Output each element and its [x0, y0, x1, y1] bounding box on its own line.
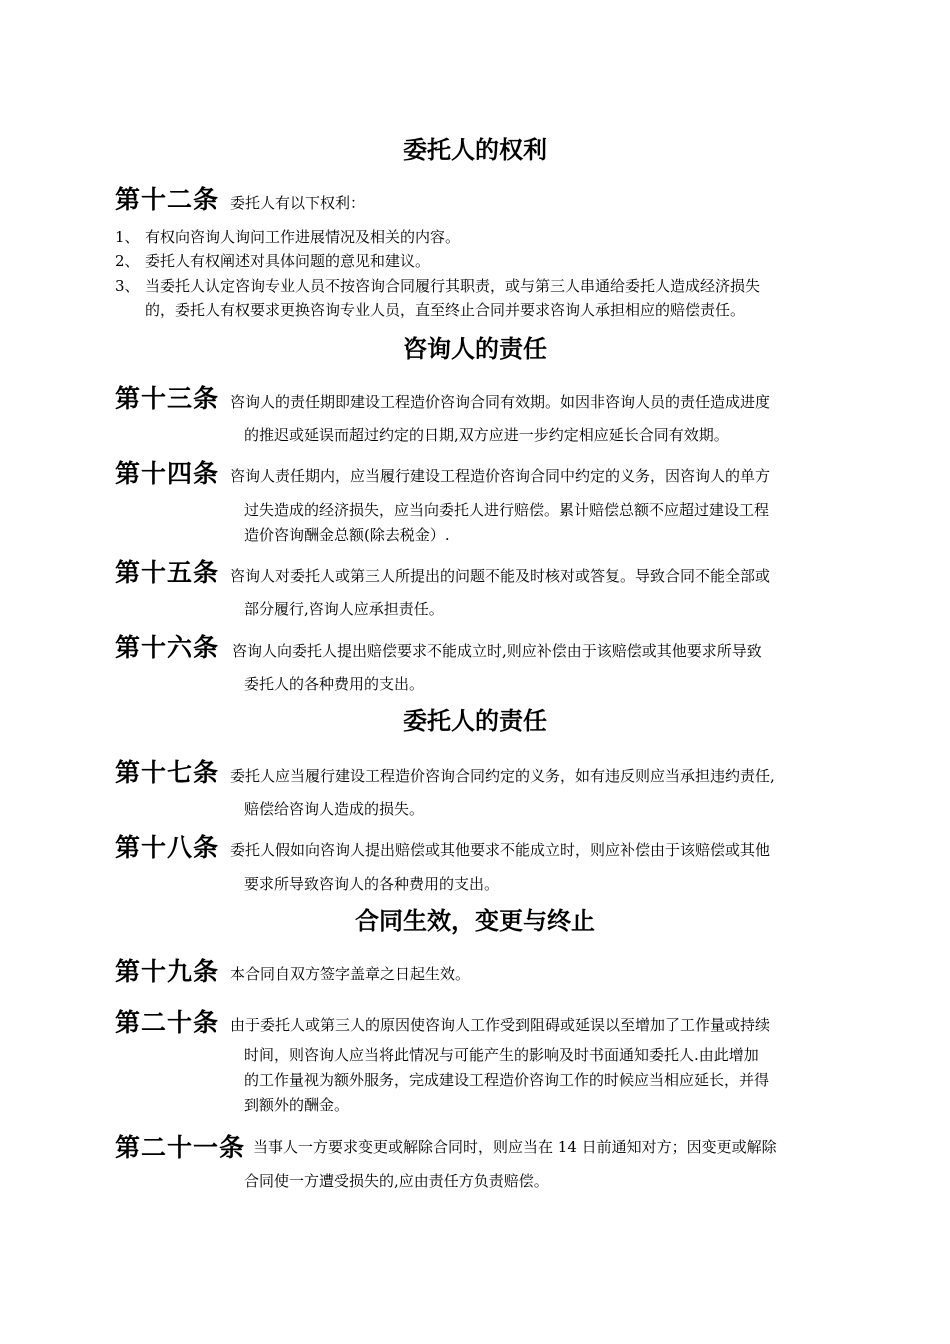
article-15 — [115, 557, 845, 621]
section-heading: 委托人的责任 — [403, 707, 547, 735]
article-line: 时间，则咨询人应当将此情况与可能产生的影响及时书面通知委托人.由此增加 — [244, 1046, 759, 1064]
article-line: 由于委托人或第三人的原因使咨询人工作受到阻碍或延误以至增加了工作量或持续 — [230, 1016, 771, 1034]
article-line: 要求所导致咨询人的各种费用的支出。 — [244, 875, 500, 893]
article-number: 第十五条 — [115, 558, 220, 587]
list-item — [115, 276, 760, 296]
article-line: 过失造成的经济损失，应当向委托人进行赔偿。累计赔偿总额不应超过建设工程 — [244, 501, 770, 519]
article-18 — [115, 832, 845, 896]
article-line: 合同使一方遭受损失的,应由责任方负责赔偿。 — [244, 1172, 549, 1190]
list-number: 1、 — [115, 228, 140, 246]
article-line: 的推迟或延误而超过约定的日期,双方应进一步约定相应延长合同有效期。 — [244, 426, 729, 444]
article-line: 咨询人责任期内，应当履行建设工程造价咨询合同中约定的义务，因咨询人的单方 — [230, 467, 771, 485]
article-line: 当事人一方要求变更或解除合同时，则应当在 14 日前通知对方；因变更或解除 — [253, 1138, 777, 1156]
section-heading: 合同生效，变更与终止 — [355, 907, 595, 935]
list-item — [115, 227, 460, 247]
article-number: 第十三条 — [115, 384, 220, 413]
article-20 — [115, 1007, 845, 1119]
article-line: 咨询人向委托人提出赔偿要求不能成立时,则应补偿由于该赔偿或其他要求所导致 — [232, 642, 762, 660]
article-12 — [115, 184, 845, 218]
section-heading: 咨询人的责任 — [403, 335, 547, 363]
list-text: 委托人有权阐述对具体问题的意见和建议。 — [145, 252, 431, 270]
section-heading: 委托人的权利 — [403, 136, 547, 164]
list-number: 3、 — [115, 277, 140, 295]
article-number: 第二十一条 — [115, 1133, 246, 1162]
article-line: 委托人假如向咨询人提出赔偿或其他要求不能成立时，则应补偿由于该赔偿或其他 — [230, 841, 771, 859]
article-line: 到额外的酬金。 — [244, 1096, 350, 1114]
article-line: 赔偿给咨询人造成的损失。 — [244, 800, 425, 818]
article-line: 的工作量视为额外服务，完成建设工程造价咨询工作的时候应当相应延长，并得 — [244, 1071, 770, 1089]
article-line: 咨询人的责任期即建设工程造价咨询合同有效期。如因非咨询人员的责任造成进度 — [230, 393, 771, 411]
article-number: 第十二条 — [115, 185, 220, 214]
article-16 — [115, 632, 845, 696]
article-line: 造价咨询酬金总额(除去税金）. — [244, 526, 450, 544]
list-item-continuation: 的，委托人有权要求更换咨询专业人员，直至终止合同并要求咨询人承担相应的赔偿责任。 — [145, 301, 746, 319]
list-number: 2、 — [115, 252, 140, 270]
article-line: 咨询人对委托人或第三人所提出的问题不能及时核对或答复。导致合同不能全部或 — [230, 567, 771, 585]
list-item — [115, 251, 430, 271]
article-line: 本合同自双方签字盖章之日起生效。 — [230, 965, 471, 983]
article-text: 委托人有以下权利： — [230, 194, 366, 212]
article-13 — [115, 383, 845, 447]
article-number: 第十六条 — [115, 633, 220, 662]
article-17 — [115, 757, 845, 821]
article-number: 第十八条 — [115, 833, 220, 862]
article-line: 委托人的各种费用的支出。 — [244, 675, 425, 693]
article-14 — [115, 458, 845, 550]
article-number: 第十九条 — [115, 957, 220, 986]
article-line: 委托人应当履行建设工程造价咨询合同约定的义务，如有违反则应当承担违约责任, — [230, 767, 775, 785]
article-19 — [115, 956, 845, 990]
article-number: 第二十条 — [115, 1008, 220, 1037]
list-text: 有权向咨询人询问工作进展情况及相关的内容。 — [145, 228, 461, 246]
article-line: 部分履行,咨询人应承担责任。 — [244, 600, 444, 618]
article-number: 第十四条 — [115, 459, 220, 488]
article-21 — [115, 1132, 845, 1196]
list-text: 当委托人认定咨询专业人员不按咨询合同履行其职责，或与第三人串通给委托人造成经济损失 — [145, 277, 761, 295]
article-number: 第十七条 — [115, 758, 220, 787]
